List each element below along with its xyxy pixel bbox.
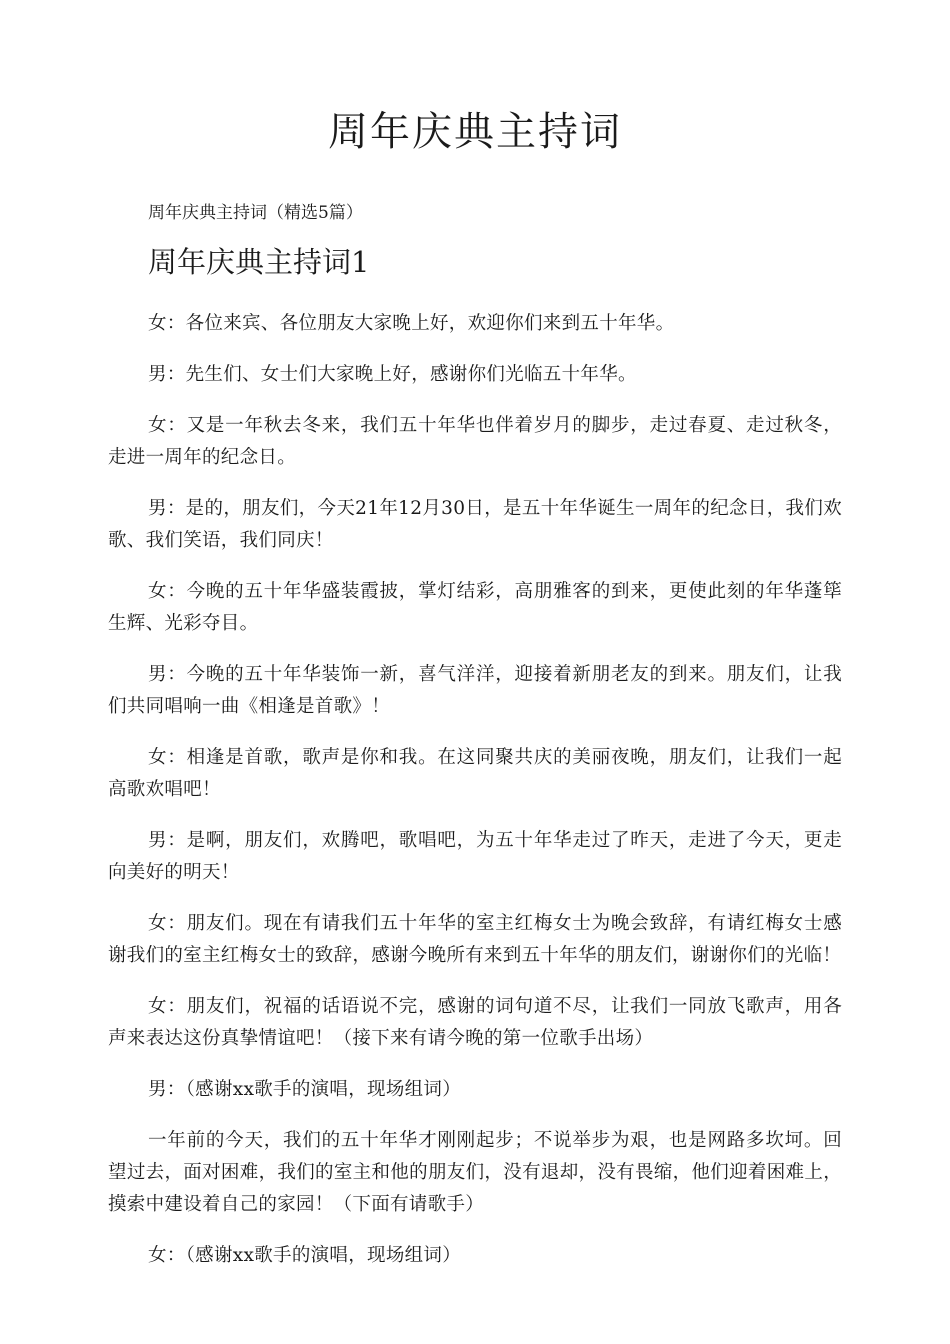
document-subtitle: 周年庆典主持词（精选5篇） <box>148 203 363 223</box>
paragraph: 男：今晚的五十年华装饰一新，喜气洋洋，迎接着新朋老友的到来。朋友们，让我们共同唱响一曲《相逢是首歌》！ <box>108 664 842 717</box>
paragraph: 女：（感谢xx歌手的演唱，现场组词） <box>148 1245 462 1266</box>
paragraph: 女：朋友们，祝福的话语说不完，感谢的词句道不尽，让我们一同放飞歌声，用各声来表达这份真挚情谊吧！（接下来有请今晚的第一位歌手出场） <box>108 996 842 1049</box>
paragraph: 女：今晚的五十年华盛装霞披，掌灯结彩，高朋雅客的到来，更使此刻的年华蓬筚生辉、光彩夺目。 <box>108 581 842 634</box>
paragraph: 女：相逢是首歌，歌声是你和我。在这同聚共庆的美丽夜晚，朋友们，让我们一起高歌欢唱吧！ <box>108 747 842 800</box>
script-body <box>108 308 842 1272</box>
paragraph: 男：先生们、女士们大家晚上好，感谢你们光临五十年华。 <box>148 364 637 385</box>
section-heading: 周年庆典主持词1 <box>148 245 370 279</box>
paragraph: 男：是的，朋友们，今天21年12月30日，是五十年华诞生一周年的纪念日，我们欢歌、我们笑语，我们同庆！ <box>108 498 842 551</box>
document-title: 周年庆典主持词 <box>328 109 622 155</box>
paragraph: 女：朋友们。现在有请我们五十年华的室主红梅女士为晚会致辞，有请红梅女士感谢我们的室主红梅女士的致辞，感谢今晚所有来到五十年华的朋友们，谢谢你们的光临！ <box>108 913 842 966</box>
paragraph: 女：又是一年秋去冬来，我们五十年华也伴着岁月的脚步，走过春夏、走过秋冬，走进一周年的纪念日。 <box>108 415 842 468</box>
paragraph: 男：（感谢xx歌手的演唱，现场组词） <box>148 1079 462 1100</box>
paragraph: 一年前的今天，我们的五十年华才刚刚起步；不说举步为艰，也是网路多坎坷。回望过去，面对困难，我们的室主和他的朋友们，没有退却，没有畏缩，他们迎着困难上，摸索中建设着自己的家园！（下面有请歌手） <box>108 1130 842 1215</box>
paragraph: 女：各位来宾、各位朋友大家晚上好，欢迎你们来到五十年华。 <box>148 313 675 334</box>
paragraph: 男：是啊，朋友们，欢腾吧，歌唱吧，为五十年华走过了昨天，走进了今天，更走向美好的明天！ <box>108 830 842 883</box>
